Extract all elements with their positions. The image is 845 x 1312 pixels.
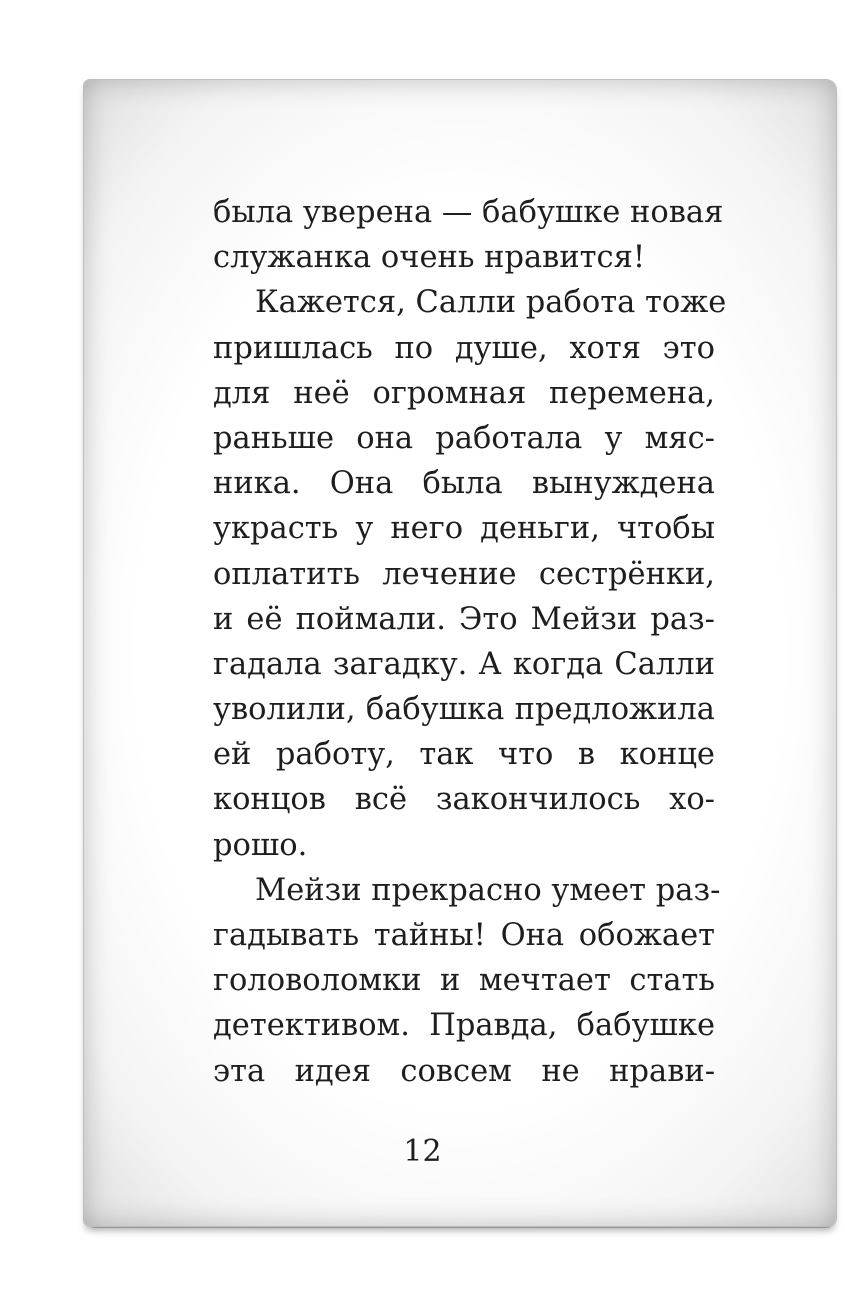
text-line: гадала загадку. А когда Салли [213, 646, 715, 682]
text-line: оплатить лечение сестрёнки, [213, 556, 715, 592]
text-line: гадывать тайны! Она обожает [213, 918, 715, 953]
text-line: детективом. Правда, бабушке [213, 1008, 715, 1044]
text-line: ника. Она была вынуждена [213, 466, 715, 502]
text-line: украсть у него деньги, чтобы [213, 511, 715, 547]
text-line: эта идея совсем не нрави- [213, 1053, 715, 1089]
text-line: Мейзи прекрасно умеет раз- [255, 872, 721, 908]
text-line: для неё огромная перемена, [213, 375, 715, 411]
text-line: Кажется, Салли работа тоже [255, 285, 727, 321]
text-line: и её поймали. Это Мейзи раз- [213, 601, 715, 637]
text-line: головоломки и мечтает стать [213, 963, 715, 999]
text-line: пришлась по душе, хотя это [213, 330, 715, 366]
text-line: была уверена — бабушке новая [213, 195, 724, 230]
text-line: ей работу, так что в конце [213, 737, 715, 773]
text-line: уволили, бабушка предложила [213, 692, 715, 728]
text-line: рошо. [213, 827, 308, 863]
text-line: концов всё закончилось хо- [213, 782, 715, 818]
text-line: раньше она работала у мяс- [213, 420, 715, 456]
text-line: служанка очень нравится! [213, 240, 646, 276]
page-number: 12 [403, 1134, 442, 1169]
body-text [213, 190, 727, 1094]
